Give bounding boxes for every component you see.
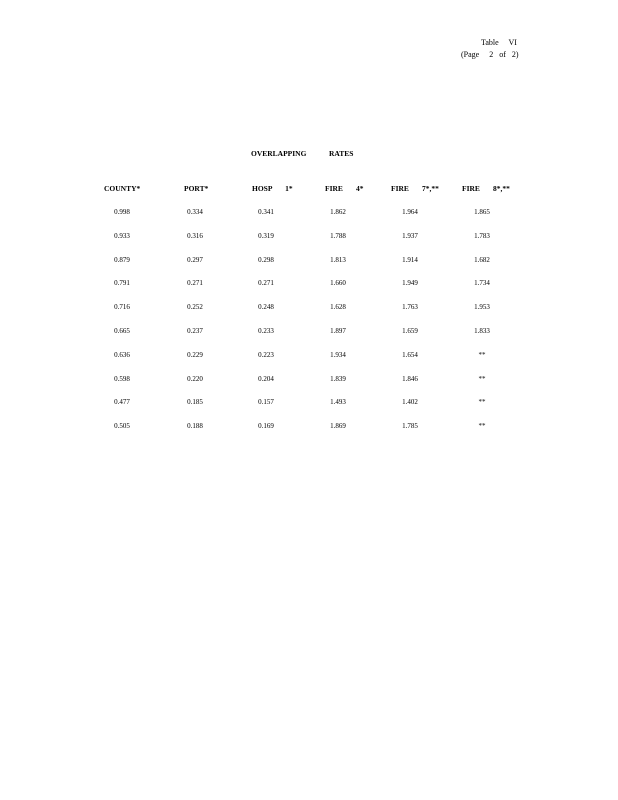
table-cell: 0.791: [114, 279, 130, 288]
table-cell: 1.682: [474, 255, 490, 264]
table-cell: 0.204: [258, 374, 274, 383]
table-cell: 0.316: [187, 231, 203, 240]
table-cell: 0.477: [114, 398, 130, 407]
table-cell: 0.341: [258, 208, 274, 216]
page-number-label: (Page 2 of 2): [461, 50, 519, 59]
table-cell: 1.493: [330, 398, 346, 407]
table-cell: 0.248: [258, 303, 274, 312]
table-cell: 1.953: [474, 303, 490, 312]
table-cell: 1.659: [402, 327, 418, 335]
table-number-label: Table VI: [481, 38, 517, 47]
table-cell: 1.862: [330, 208, 346, 216]
table-title-overlapping: OVERLAPPING: [251, 149, 307, 158]
table-cell: 1.934: [330, 350, 346, 359]
table-cell: 0.229: [187, 350, 203, 359]
column-header: FIRE 4*: [325, 184, 364, 193]
table-cell: 1.833: [474, 327, 490, 335]
column-header: FIRE 8*,**: [462, 184, 510, 193]
table-cell: 1.763: [402, 303, 418, 312]
table-cell: 0.716: [114, 303, 130, 312]
table-cell: 1.783: [474, 231, 490, 240]
column-header: FIRE 7*,**: [391, 184, 439, 193]
table-cell: 0.297: [187, 255, 203, 264]
table-cell: 0.223: [258, 350, 274, 359]
table-cell: 1.785: [402, 422, 418, 431]
table-cell: **: [478, 398, 486, 407]
table-cell: 0.298: [258, 255, 274, 264]
table-cell: 1.914: [402, 255, 418, 264]
table-cell: 0.169: [258, 422, 274, 431]
table-cell: 0.665: [114, 327, 130, 335]
table-cell: 1.734: [474, 279, 490, 288]
table-cell: 1.949: [402, 279, 418, 288]
table-cell: 0.185: [187, 398, 203, 407]
table-cell: 1.937: [402, 231, 418, 240]
table-cell: **: [478, 350, 486, 359]
table-cell: 0.252: [187, 303, 203, 312]
table-cell: **: [478, 374, 486, 383]
table-cell: 0.319: [258, 231, 274, 240]
table-cell: 1.897: [330, 327, 346, 335]
column-header: HOSP 1*: [252, 184, 293, 193]
table-cell: 0.188: [187, 422, 203, 431]
table-cell: 0.220: [187, 374, 203, 383]
table-cell: 0.505: [114, 422, 130, 431]
table-cell: 1.964: [402, 208, 418, 216]
table-cell: 0.157: [258, 398, 274, 407]
table-cell: 0.233: [258, 327, 274, 335]
table-cell: 0.237: [187, 327, 203, 335]
table-cell: 1.628: [330, 303, 346, 312]
table-cell: 1.846: [402, 374, 418, 383]
table-cell: 0.998: [114, 208, 130, 216]
column-header: PORT*: [184, 184, 209, 193]
table-cell: 1.865: [474, 208, 490, 216]
table-cell: 0.334: [187, 208, 203, 216]
table-cell: 1.660: [330, 279, 346, 288]
table-cell: 1.869: [330, 422, 346, 431]
table-cell: 1.788: [330, 231, 346, 240]
table-cell: **: [478, 422, 486, 431]
table-cell: 0.879: [114, 255, 130, 264]
table-cell: 0.933: [114, 231, 130, 240]
table-title-rates: RATES: [329, 149, 354, 158]
table-cell: 1.839: [330, 374, 346, 383]
table-cell: 0.598: [114, 374, 130, 383]
column-header: COUNTY*: [104, 184, 141, 193]
table-cell: 0.636: [114, 350, 130, 359]
table-cell: 1.813: [330, 255, 346, 264]
table-cell: 0.271: [187, 279, 203, 288]
table-cell: 1.654: [402, 350, 418, 359]
table-cell: 0.271: [258, 279, 274, 288]
table-cell: 1.402: [402, 398, 418, 407]
